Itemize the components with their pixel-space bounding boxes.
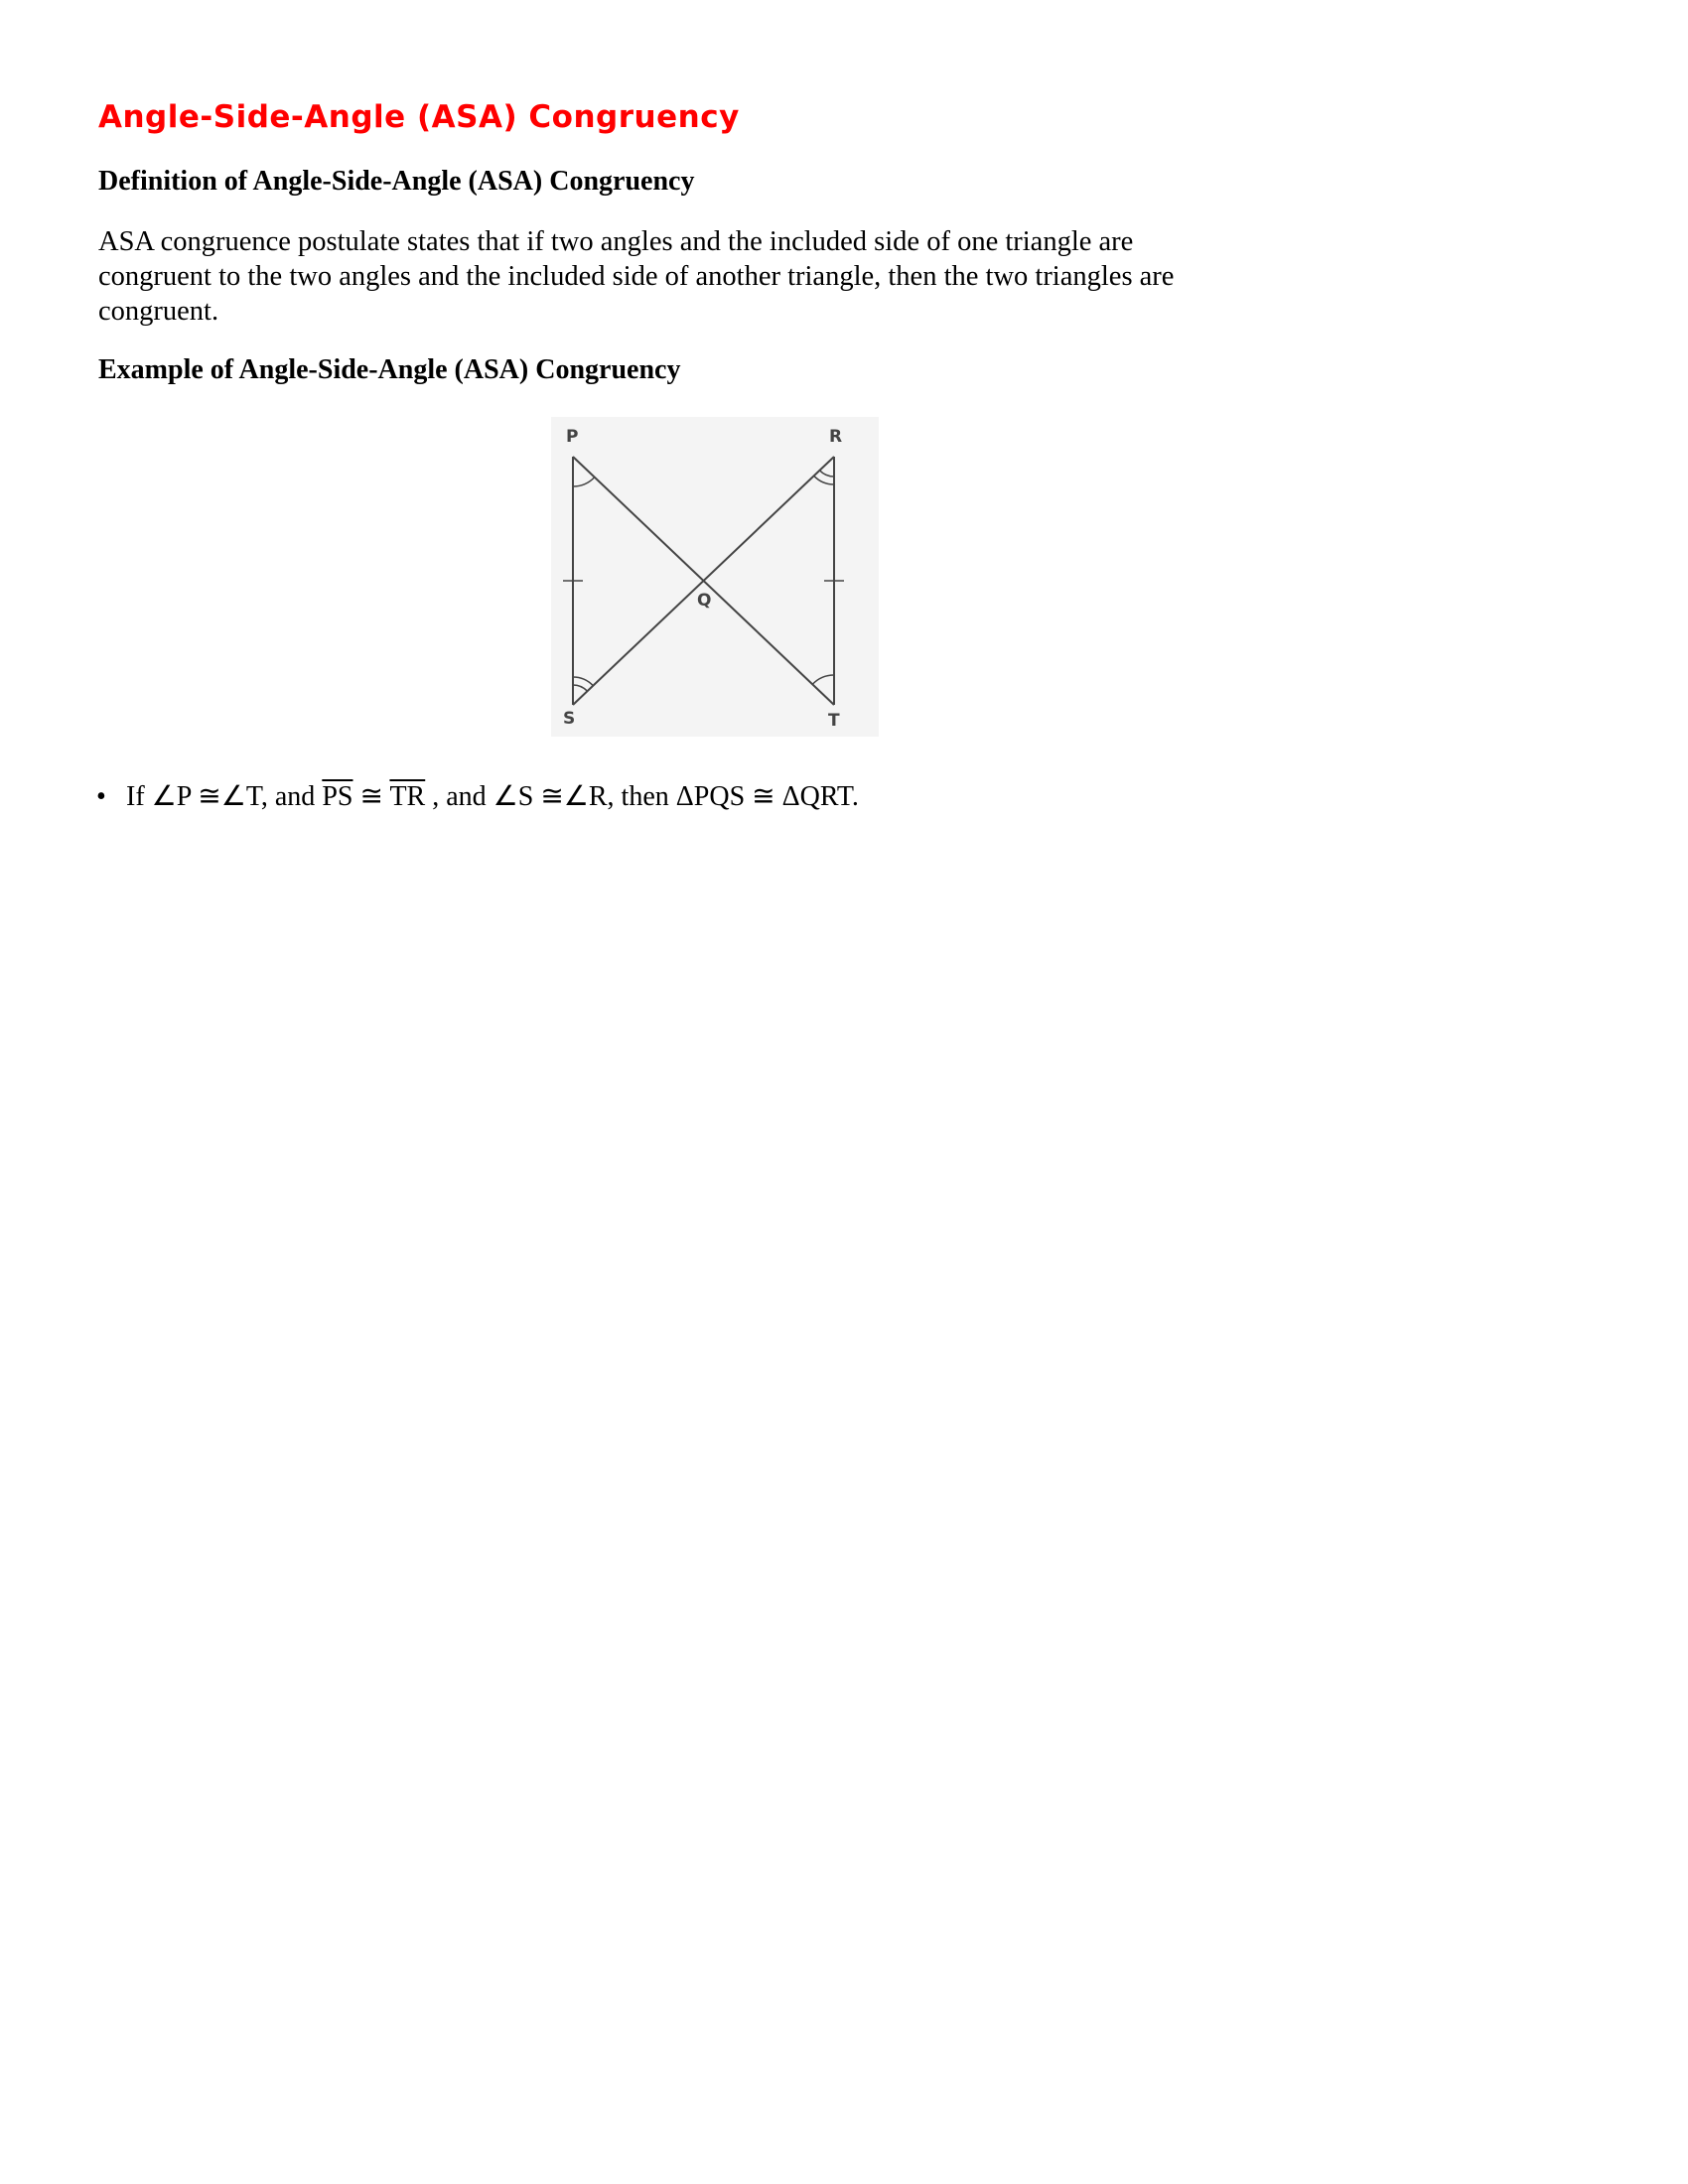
statement-text-end: , and ∠S ≅∠R, then ΔPQS ≅ ΔQRT. bbox=[425, 781, 859, 812]
congruent-symbol: ≅ bbox=[352, 781, 390, 812]
definition-line: ASA congruence postulate states that if two angles and the included side of one triangle are bbox=[98, 226, 1134, 257]
definition-heading: Definition of Angle-Side-Angle (ASA) Congruency bbox=[98, 166, 695, 197]
label-t: T bbox=[828, 711, 840, 731]
label-p: P bbox=[566, 427, 579, 447]
segment-ps-notation: $\overline{PS}$ bbox=[322, 781, 353, 812]
segment-tr-notation: $\overline{TR}$ bbox=[389, 781, 426, 812]
definition-line: congruent to the two angles and the included side of another triangle, then the two triangles are bbox=[98, 261, 1175, 292]
asa-triangles-figure bbox=[551, 417, 879, 737]
label-s: S bbox=[563, 709, 576, 729]
label-r: R bbox=[829, 427, 843, 447]
statement-text-start: If ∠P ≅∠T, and bbox=[126, 781, 323, 812]
example-heading: Example of Angle-Side-Angle (ASA) Congruency bbox=[98, 354, 681, 385]
congruence-statement bbox=[96, 779, 859, 813]
page-title: Angle-Side-Angle (ASA) Congruency bbox=[98, 99, 740, 135]
asa-diagram bbox=[551, 417, 879, 737]
definition-paragraph bbox=[98, 224, 1270, 329]
bullet-marker: • bbox=[96, 781, 106, 812]
figure-background bbox=[551, 417, 879, 737]
label-q: Q bbox=[697, 591, 712, 611]
definition-line: congruent. bbox=[98, 296, 219, 327]
